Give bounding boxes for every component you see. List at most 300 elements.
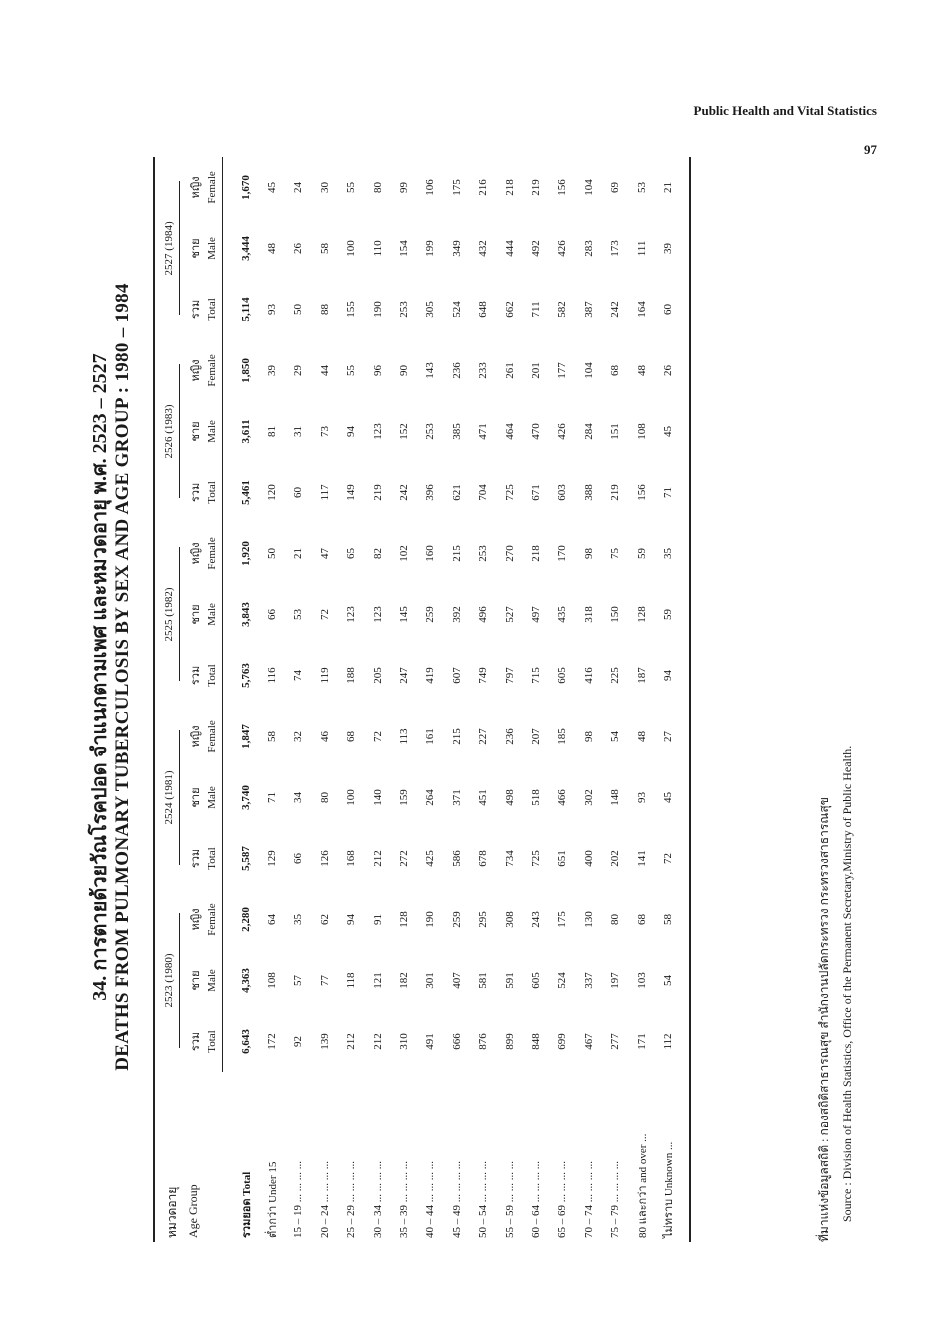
table-cell: 123 xyxy=(371,606,384,623)
table-cell: 143 xyxy=(424,362,437,379)
subheader-english: Total xyxy=(204,1011,223,1072)
table-cell: 26 xyxy=(292,242,305,254)
table-cell: 92 xyxy=(292,1036,305,1047)
table-cell: 648 xyxy=(477,301,490,318)
table-cell: 216 xyxy=(477,179,490,196)
table-cell: 715 xyxy=(529,667,542,684)
table-cell: 848 xyxy=(529,1033,542,1050)
table-cell: 207 xyxy=(529,728,542,745)
table-row xyxy=(417,157,443,1242)
table-cell: 212 xyxy=(371,850,384,867)
row-label: 40 – 44 ... ... ... ... xyxy=(424,1161,437,1238)
table-cell: 582 xyxy=(556,301,569,318)
table-cell: 470 xyxy=(529,423,542,440)
table-cell: 1,850 xyxy=(239,358,252,383)
table-cell: 426 xyxy=(556,240,569,257)
table-cell: 93 xyxy=(635,791,648,803)
table-cell: 80 xyxy=(371,181,384,193)
table-cell: 387 xyxy=(582,301,595,318)
table-cell: 66 xyxy=(266,608,279,620)
table-cell: 60 xyxy=(655,279,690,340)
tuberculosis-deaths-table xyxy=(153,157,691,1242)
table-cell: 34 xyxy=(292,791,305,803)
table-cell: 98 xyxy=(582,730,595,742)
table-cell: 48 xyxy=(635,364,648,376)
table-cell: 219 xyxy=(371,484,384,501)
table-cell: 3,444 xyxy=(239,236,252,261)
table-cell: 2,280 xyxy=(239,907,252,932)
table-cell: 150 xyxy=(609,606,622,623)
subheader-english: Female xyxy=(204,157,223,218)
table-cell: 725 xyxy=(529,850,542,867)
table-cell: 603 xyxy=(556,484,569,501)
table-cell: 141 xyxy=(635,850,648,867)
table-cell: 21 xyxy=(292,547,305,559)
table-cell: 497 xyxy=(529,606,542,623)
subheader-english: Male xyxy=(204,401,223,462)
table-cell: 130 xyxy=(582,911,595,928)
year-header: 2523 (1980) xyxy=(154,889,180,1072)
table-cell: 435 xyxy=(556,606,569,623)
table-cell: 121 xyxy=(371,972,384,989)
table-cell: 31 xyxy=(292,425,305,437)
table-row xyxy=(470,157,496,1242)
table-cell: 201 xyxy=(529,362,542,379)
table-cell: 392 xyxy=(450,606,463,623)
table-cell: 671 xyxy=(529,484,542,501)
table-cell: 74 xyxy=(292,669,305,681)
table-cell: 75 xyxy=(609,547,622,559)
table-row xyxy=(285,157,311,1242)
table-cell: 734 xyxy=(503,850,516,867)
table-cell: 491 xyxy=(424,1033,437,1050)
table-cell: 699 xyxy=(556,1033,569,1050)
age-group-header-english: Age Group xyxy=(186,1184,200,1238)
table-cell: 72 xyxy=(318,608,331,620)
row-label: 60 – 64 ... ... ... ... xyxy=(529,1161,542,1238)
subheader-english: Total xyxy=(204,462,223,523)
subheader-english: Male xyxy=(204,218,223,279)
table-title-thai: 34. การตายด้วยวัณโรคปอด จำแนกตามเพศ และหมวดอายุ พ.ศ. 2523 – 2527 xyxy=(89,353,111,1001)
table-cell: 80 xyxy=(318,791,331,803)
table-cell: 149 xyxy=(345,484,358,501)
table-row xyxy=(549,157,575,1242)
table-cell: 152 xyxy=(398,423,411,440)
table-cell: 496 xyxy=(477,606,490,623)
table-cell: 242 xyxy=(398,484,411,501)
table-cell: 797 xyxy=(503,667,516,684)
table-row xyxy=(259,157,285,1242)
table-cell: 467 xyxy=(582,1033,595,1050)
source-note-english: Source : Division of Health Statistics, Office of the Permanent Secretary,Ministry of Public Health. xyxy=(840,745,854,1222)
table-cell: 301 xyxy=(424,972,437,989)
table-cell: 876 xyxy=(477,1033,490,1050)
table-row xyxy=(312,157,338,1242)
table-cell: 302 xyxy=(582,789,595,806)
table-cell: 55 xyxy=(345,364,358,376)
table-cell: 98 xyxy=(582,547,595,559)
table-cell: 524 xyxy=(450,301,463,318)
table-cell: 82 xyxy=(371,547,384,559)
table-cell: 128 xyxy=(398,911,411,928)
table-cell: 277 xyxy=(609,1033,622,1050)
subheader-thai: รวม xyxy=(190,482,202,503)
table-cell: 466 xyxy=(556,789,569,806)
table-cell: 419 xyxy=(424,667,437,684)
table-cell: 104 xyxy=(582,179,595,196)
table-cell: 219 xyxy=(529,179,542,196)
table-cell: 140 xyxy=(371,789,384,806)
table-cell: 71 xyxy=(655,462,690,523)
table-cell: 177 xyxy=(556,362,569,379)
table-cell: 80 xyxy=(609,914,622,925)
table-cell: 6,643 xyxy=(239,1029,252,1054)
table-cell: 103 xyxy=(635,972,648,989)
row-label: 35 – 39 ... ... ... ... xyxy=(398,1161,411,1238)
table-cell: 159 xyxy=(398,789,411,806)
table-cell: 586 xyxy=(450,850,463,867)
subheader-thai: ชาย xyxy=(190,970,202,991)
table-cell: 233 xyxy=(477,362,490,379)
table-cell: 5,114 xyxy=(239,297,252,322)
table-cell: 261 xyxy=(503,362,516,379)
subheader-english: Male xyxy=(204,950,223,1011)
table-cell: 26 xyxy=(655,340,690,401)
table-cell: 30 xyxy=(318,181,331,193)
year-header: 2525 (1982) xyxy=(154,523,180,706)
table-cell: 35 xyxy=(655,523,690,584)
table-cell: 148 xyxy=(609,789,622,806)
table-cell: 123 xyxy=(345,606,358,623)
table-cell: 59 xyxy=(635,547,648,559)
table-cell: 88 xyxy=(318,303,331,315)
subheader-english: Total xyxy=(204,828,223,889)
year-header: 2526 (1983) xyxy=(154,340,180,523)
table-cell: 55 xyxy=(345,181,358,193)
table-cell: 662 xyxy=(503,301,516,318)
row-label: 50 – 54 ... ... ... ... xyxy=(477,1161,490,1238)
table-cell: 651 xyxy=(556,850,569,867)
table-cell: 215 xyxy=(450,728,463,745)
table-cell: 46 xyxy=(318,730,331,742)
table-cell: 607 xyxy=(450,667,463,684)
table-cell: 66 xyxy=(292,852,305,864)
table-cell: 305 xyxy=(424,301,437,318)
table-cell: 72 xyxy=(655,828,690,889)
row-label: 15 – 19 ... ... ... ... xyxy=(292,1161,305,1238)
table-row xyxy=(338,157,364,1242)
table-cell: 126 xyxy=(318,850,331,867)
row-label: 20 – 24 ... ... ... ... xyxy=(318,1161,331,1238)
table-cell: 100 xyxy=(345,789,358,806)
table-cell: 120 xyxy=(266,484,279,501)
table-cell: 416 xyxy=(582,667,595,684)
table-cell: 284 xyxy=(582,423,595,440)
row-label: รวมยอด Total xyxy=(240,1171,253,1238)
row-label: 75 – 79 ... ... ... ... xyxy=(609,1161,622,1238)
table-cell: 187 xyxy=(635,667,648,684)
row-label: 25 – 29 ... ... ... ... xyxy=(345,1161,358,1238)
table-cell: 426 xyxy=(556,423,569,440)
table-cell: 3,843 xyxy=(239,602,252,627)
table-cell: 110 xyxy=(371,240,384,257)
table-cell: 50 xyxy=(266,547,279,559)
table-cell: 605 xyxy=(529,972,542,989)
table-cell: 129 xyxy=(266,850,279,867)
table-cell: 444 xyxy=(503,240,516,257)
table-cell: 54 xyxy=(655,950,690,1011)
table-cell: 32 xyxy=(292,730,305,742)
table-cell: 39 xyxy=(266,364,279,376)
table-cell: 451 xyxy=(477,789,490,806)
table-cell: 349 xyxy=(450,240,463,257)
table-cell: 425 xyxy=(424,850,437,867)
table-cell: 371 xyxy=(450,789,463,806)
table-row xyxy=(496,157,522,1242)
table-cell: 160 xyxy=(424,545,437,562)
table-cell: 205 xyxy=(371,667,384,684)
table-cell: 69 xyxy=(609,181,622,193)
table-cell: 112 xyxy=(655,1011,690,1072)
table-cell: 71 xyxy=(266,791,279,803)
subheader-thai: รวม xyxy=(190,665,202,686)
table-cell: 156 xyxy=(635,484,648,501)
table-cell: 253 xyxy=(398,301,411,318)
table-row xyxy=(523,157,549,1242)
table-cell: 385 xyxy=(450,423,463,440)
table-cell: 155 xyxy=(345,301,358,318)
table-cell: 154 xyxy=(398,240,411,257)
row-label: 65 – 69 ... ... ... ... xyxy=(556,1161,569,1238)
table-cell: 57 xyxy=(292,975,305,986)
table-cell: 65 xyxy=(345,547,358,559)
table-cell: 621 xyxy=(450,484,463,501)
table-cell: 94 xyxy=(345,425,358,437)
table-cell: 605 xyxy=(556,667,569,684)
table-row xyxy=(628,157,654,1242)
table-cell: 3,611 xyxy=(239,419,252,444)
table-cell: 100 xyxy=(345,240,358,257)
table-cell: 21 xyxy=(655,157,690,218)
table-cell: 666 xyxy=(450,1033,463,1050)
table-cell: 50 xyxy=(292,303,305,315)
table-cell: 218 xyxy=(503,179,516,196)
table-cell: 54 xyxy=(609,730,622,742)
row-label: ไม่ทราบ Unknown ... xyxy=(655,1072,690,1242)
table-cell: 1,847 xyxy=(239,724,252,749)
table-cell: 5,461 xyxy=(239,480,252,505)
table-cell: 225 xyxy=(609,667,622,684)
table-cell: 464 xyxy=(503,423,516,440)
table-cell: 58 xyxy=(655,889,690,950)
table-cell: 111 xyxy=(635,240,648,257)
table-cell: 308 xyxy=(503,911,516,928)
subheader-english: Female xyxy=(204,523,223,584)
table-cell: 60 xyxy=(292,486,305,498)
table-cell: 108 xyxy=(635,423,648,440)
table-cell: 236 xyxy=(450,362,463,379)
subheader-thai: หญิง xyxy=(190,359,202,382)
table-cell: 182 xyxy=(398,972,411,989)
row-label: 55 – 59 ... ... ... ... xyxy=(503,1161,516,1238)
table-cell: 102 xyxy=(398,545,411,562)
table-cell: 524 xyxy=(556,972,569,989)
subheader-english: Female xyxy=(204,706,223,767)
table-cell: 259 xyxy=(450,911,463,928)
age-group-header-thai: หมวดอายุ xyxy=(165,1186,179,1238)
table-cell: 396 xyxy=(424,484,437,501)
table-cell: 711 xyxy=(529,301,542,318)
table-cell: 35 xyxy=(292,914,305,925)
subheader-thai: หญิง xyxy=(190,908,202,931)
table-cell: 106 xyxy=(424,179,437,196)
table-cell: 94 xyxy=(655,645,690,706)
table-cell: 161 xyxy=(424,728,437,745)
row-label: 80 และกว่า and over ... xyxy=(636,1133,649,1238)
row-label: 30 – 34 ... ... ... ... xyxy=(371,1161,384,1238)
table-cell: 899 xyxy=(503,1033,516,1050)
table-cell: 119 xyxy=(318,667,331,684)
table-cell: 678 xyxy=(477,850,490,867)
table-cell: 1,670 xyxy=(239,175,252,200)
table-cell: 388 xyxy=(582,484,595,501)
table-cell: 172 xyxy=(266,1033,279,1050)
table-cell: 725 xyxy=(503,484,516,501)
table-cell: 272 xyxy=(398,850,411,867)
table-cell: 212 xyxy=(371,1033,384,1050)
table-cell: 104 xyxy=(582,362,595,379)
table-cell: 123 xyxy=(371,423,384,440)
table-cell: 27 xyxy=(655,706,690,767)
subheader-english: Male xyxy=(204,584,223,645)
table-cell: 151 xyxy=(609,423,622,440)
table-cell: 199 xyxy=(424,240,437,257)
row-label: 70 – 74 ... ... ... ... xyxy=(582,1161,595,1238)
table-cell: 175 xyxy=(556,911,569,928)
table-cell: 91 xyxy=(371,914,384,925)
table-cell: 108 xyxy=(266,972,279,989)
table-cell: 749 xyxy=(477,667,490,684)
table-row xyxy=(391,157,417,1242)
table-cell: 295 xyxy=(477,911,490,928)
table-cell: 53 xyxy=(292,608,305,620)
table-cell: 253 xyxy=(477,545,490,562)
table-cell: 318 xyxy=(582,606,595,623)
subheader-thai: รวม xyxy=(190,299,202,320)
table-cell: 29 xyxy=(292,364,305,376)
table-row xyxy=(602,157,628,1242)
subheader-thai: ชาย xyxy=(190,238,202,259)
table-cell: 253 xyxy=(424,423,437,440)
row-label: ต่ำกว่า Under 15 xyxy=(267,1161,280,1238)
row-label: 45 – 49 ... ... ... ... xyxy=(450,1161,463,1238)
table-cell: 58 xyxy=(318,242,331,254)
table-cell: 113 xyxy=(398,728,411,745)
subheader-english: Female xyxy=(204,340,223,401)
subheader-thai: ชาย xyxy=(190,421,202,442)
table-row xyxy=(576,157,602,1242)
table-cell: 47 xyxy=(318,547,331,559)
table-cell: 53 xyxy=(635,181,648,193)
source-note-thai: ที่มาแห่งข้อมูลสถิติ : กองสถิติสาธารณสุข สำนักงานปลัดกระทรวง กระทรวงสาธารณสุข xyxy=(817,797,831,1242)
table-cell: 498 xyxy=(503,789,516,806)
table-cell: 527 xyxy=(503,606,516,623)
table-cell: 219 xyxy=(609,484,622,501)
table-cell: 117 xyxy=(318,484,331,501)
table-cell: 77 xyxy=(318,975,331,986)
table-cell: 704 xyxy=(477,484,490,501)
subheader-thai: หญิง xyxy=(190,176,202,199)
subheader-english: Total xyxy=(204,279,223,340)
table-cell: 185 xyxy=(556,728,569,745)
table-cell: 581 xyxy=(477,972,490,989)
table-row xyxy=(444,157,470,1242)
year-header: 2527 (1984) xyxy=(154,157,180,340)
table-cell: 145 xyxy=(398,606,411,623)
table-cell: 591 xyxy=(503,972,516,989)
table-cell: 93 xyxy=(266,303,279,315)
table-cell: 259 xyxy=(424,606,437,623)
table-cell: 283 xyxy=(582,240,595,257)
year-header: 2524 (1981) xyxy=(154,706,180,889)
running-title: Public Health and Vital Statistics xyxy=(693,103,877,118)
table-cell: 5,763 xyxy=(239,663,252,688)
table-cell: 118 xyxy=(345,972,358,989)
table-cell: 432 xyxy=(477,240,490,257)
table-cell: 39 xyxy=(655,218,690,279)
table-cell: 73 xyxy=(318,425,331,437)
table-cell: 190 xyxy=(424,911,437,928)
page-number: 97 xyxy=(864,142,877,157)
table-cell: 45 xyxy=(655,401,690,462)
table-cell: 247 xyxy=(398,667,411,684)
subheader-thai: ชาย xyxy=(190,604,202,625)
subheader-thai: หญิง xyxy=(190,542,202,565)
table-cell: 1,920 xyxy=(239,541,252,566)
table-cell: 156 xyxy=(556,179,569,196)
table-cell: 188 xyxy=(345,667,358,684)
table-cell: 4,363 xyxy=(239,968,252,993)
table-row xyxy=(655,157,690,1242)
table-cell: 96 xyxy=(371,364,384,376)
table-cell: 99 xyxy=(398,181,411,193)
table-cell: 90 xyxy=(398,364,411,376)
subheader-thai: รวม xyxy=(190,848,202,869)
table-cell: 44 xyxy=(318,364,331,376)
table-cell: 5,587 xyxy=(239,846,252,871)
table-cell: 242 xyxy=(609,301,622,318)
table-cell: 243 xyxy=(529,911,542,928)
subheader-thai: หญิง xyxy=(190,725,202,748)
table-cell: 45 xyxy=(266,181,279,193)
rotated-table-block xyxy=(58,112,878,1242)
table-cell: 68 xyxy=(635,914,648,925)
table-cell: 471 xyxy=(477,423,490,440)
table-cell: 264 xyxy=(424,789,437,806)
table-cell: 81 xyxy=(266,425,279,437)
table-cell: 3,740 xyxy=(239,785,252,810)
subheader-english: Male xyxy=(204,767,223,828)
table-cell: 190 xyxy=(371,301,384,318)
table-cell: 62 xyxy=(318,914,331,925)
subheader-english: Total xyxy=(204,645,223,706)
table-cell: 48 xyxy=(266,242,279,254)
table-cell: 236 xyxy=(503,728,516,745)
table-row xyxy=(223,157,259,1242)
table-cell: 59 xyxy=(655,584,690,645)
table-cell: 227 xyxy=(477,728,490,745)
table-cell: 24 xyxy=(292,181,305,193)
